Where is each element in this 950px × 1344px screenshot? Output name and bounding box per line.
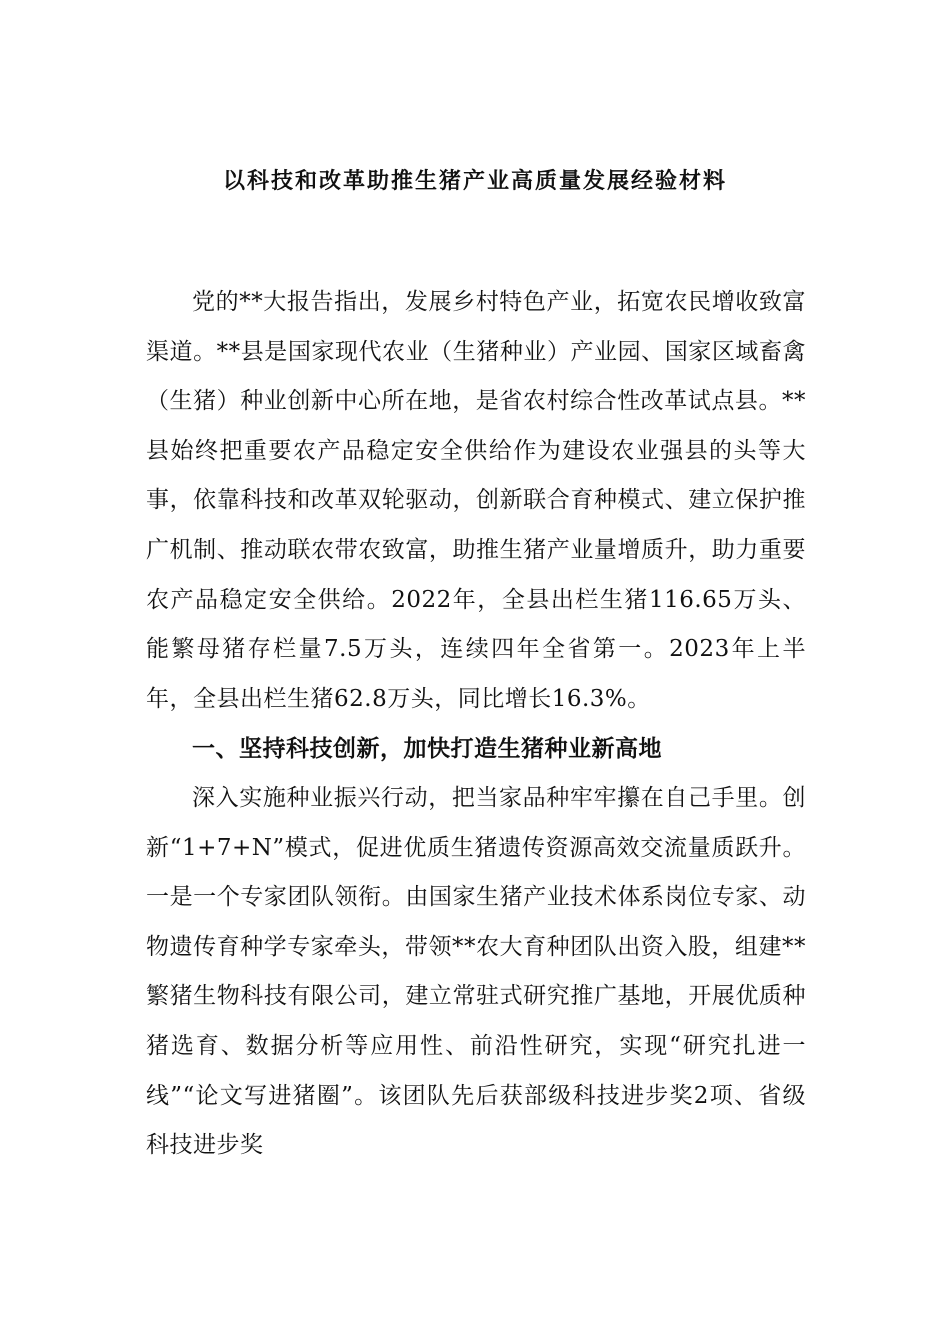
section-1-paragraph: 深入实施种业振兴行动，把当家品种牢牢攥在自己手里。创新“1+7+N”模式，促进优质生猪遗传资源高效交流量质跃升。一是一个专家团队领衔。由国家生猪产业技术体系岗位专家、动物遗传育种学专家牵头，带领**农大育种团队出资入股，组建**繁猪生物科技有限公司，建立常驻式研究推广基地，开展优质种猪选育、数据分析等应用性、前沿性研究，实现“研究扎进一线”“论文写进猪圈”。该团队先后获部级科技进步奖2项、省级科技进步奖 (146, 784, 806, 1159)
intro-paragraph: 党的**大报告指出，发展乡村特色产业，拓宽农民增收致富渠道。**县是国家现代农业（生猪种业）产业园、国家区域畜禽（生猪）种业创新中心所在地，是省农村综合性改革试点县。**县始终把重要农产品稳定安全供给作为建设农业强县的头等大事，依靠科技和改革双轮驱动，创新联合育种模式、建立保护推广机制、推动联农带农致富，助推生猪产业量增质升，助力重要农产品稳定安全供给。2022年，全县出栏生猪116.65万头、能繁母猪存栏量7.5万头，连续四年全省第一。2023年上半年，全县出栏生猪62.8万头，同比增长16.3%。 (146, 289, 806, 712)
document-title: 以科技和改革助推生猪产业高质量发展经验材料 (222, 168, 727, 194)
section-1-heading: 一、坚持科技创新，加快打造生猪种业新高地 (192, 735, 662, 763)
document-body (146, 278, 806, 1171)
